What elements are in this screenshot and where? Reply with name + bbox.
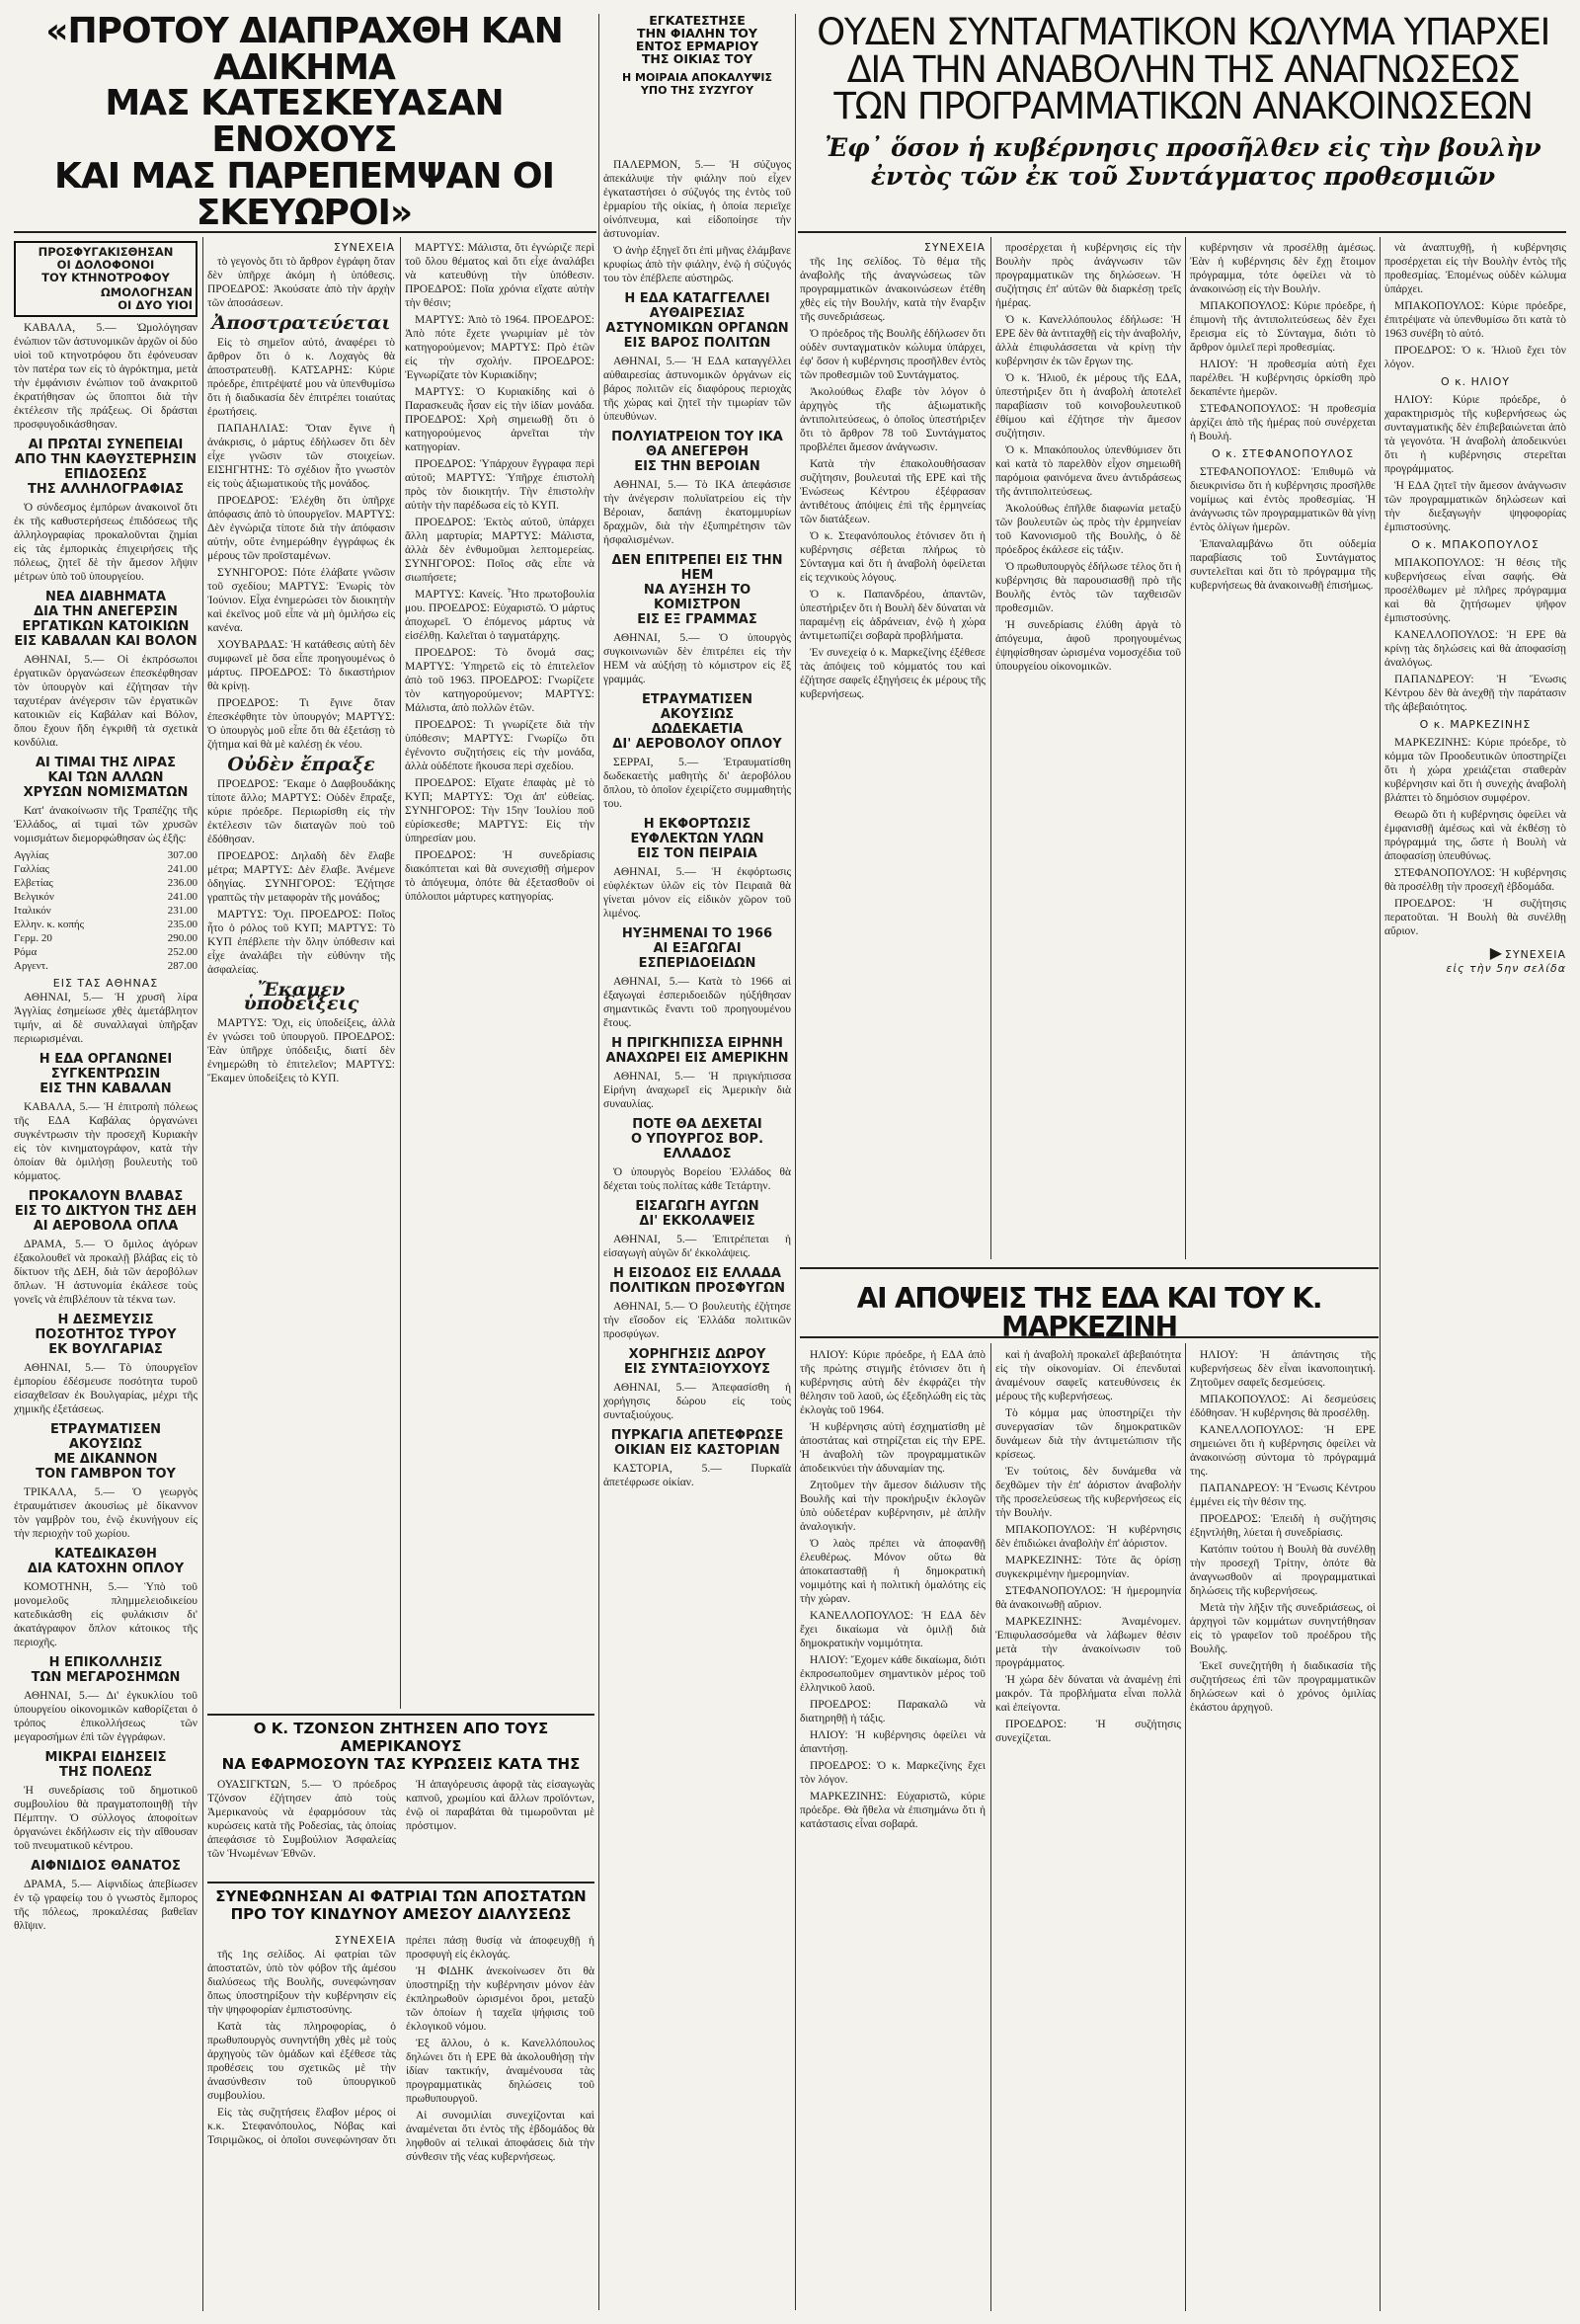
headline-rule: [798, 231, 1566, 233]
center-box-headline: [604, 14, 790, 152]
column-rule: [598, 14, 599, 2310]
column-5: ΣΥΝΕΧΕΙΑ τῆς 1ης σελίδος. Τὸ θέμα τῆς ἀναβολῆς τῆς ἀναγνώσεως τῶν προγραμματικῶν ἀνακοινώσεων ἐτέθη χθὲς εἰς τὴν Βουλήν, κατὰ τὴν ἔναρξιν τῆς συνεδριάσεως. Ὁ πρόεδρος τῆς Βουλῆς ἐδήλωσεν ὅτι οὐδὲν συνταγματικὸν κώλυμα ὑπάρχει, ἐφ' ὅσον ἡ κυβέρνησις προσῆλθεν ἐντὸς τῶν προθεσμιῶν τοῦ Συντάγματος. Ἀκολούθως ἔλαβε τὸν λόγον ὁ ἀρχηγὸς τῆς ἀξιωματικῆς ἀντιπολιτεύσεως, ὁ ὁποῖος ὑπεστήριξεν ὅτι τὸ ἄρθρον 78 τοῦ Συντάγματος προβλέπει ἄμεσον ἀνάγνωσιν. Κατὰ τὴν ἐπακολουθήσασαν συζήτησιν, βουλευταὶ τῆς ΕΡΕ καὶ τῆς Ἑνώσεως Κέντρου ἐξέφρασαν ἀντιθέτους ἀπόψεις ἐπὶ τῆς ἑρμηνείας τῶν διατάξεων. Ὁ κ. Στεφανόπουλος ἐτόνισεν ὅτι ἡ κυβέρνησις σέβεται πλήρως τὸ Σύνταγμα καὶ ὅτι ἡ ἀναβολὴ ὀφείλεται εἰς τεχνικοὺς λόγους. Ὁ κ. Παπανδρέου, ἀπαντῶν, ὑπεστήριξεν ὅτι ἡ Βουλὴ δὲν δύναται νὰ παραμένῃ εἰς ἀδράνειαν, ἐνῷ ἡ χώρα ἀντιμετωπίζει σοβαρὰ προβλήματα. Ἐν συνεχείᾳ ὁ κ. Μαρκεζίνης ἐξέθεσε τὰς ἀπόψεις τοῦ κόμματός του καὶ ἐζήτησε σαφεῖς ἐξηγήσεις ἐκ μέρους τῆς κυβερνήσεως.: [800, 241, 986, 700]
story-heading: ΕΙΣΑΓΩΓΗ ΑΥΓΩΝ ΔΙ' ΕΚΚΟΛΑΨΕΙΣ: [635, 1199, 759, 1229]
story-heading: ΠΡΟΚΑΛΟΥΝ ΒΛΑΒΑΣ ΕΙΣ ΤΟ ΔΙΚΤΥΟΝ ΤΗΣ ΔΕΗ ΑΙ ΑΕΡΟΒΟΛΑ ΟΠΛΑ: [14, 1189, 198, 1234]
column-7: κυβέρνησιν νὰ προσέλθῃ ἀμέσως. Ἐὰν ἡ κυβέρνησις δὲν ἔχῃ ἕτοιμον πρόγραμμα, τότε ὀφείλει νὰ τὸ ἀνακοινώσῃ εἰς τὴν Βουλήν. ΜΠΑΚΟΠΟΥΛΟΣ: Κύριε πρόεδρε, ἡ ἐπιμονὴ τῆς ἀντιπολιτεύσεως δὲν ἔχει ἔρεισμα εἰς τὸ Σύνταγμα, διότι τὸ ἄρθρον ὁμιλεῖ περὶ προθεσμίας. ΗΛΙΟΥ: Ἡ προθεσμία αὐτὴ ἔχει παρέλθει. Ἡ κυβέρνησις ὁρκίσθη πρὸ δεκαπέντε ἡμερῶν. ΣΤΕΦΑΝΟΠΟΥΛΟΣ: Ἡ προθεσμία ἀρχίζει ἀπὸ τῆς ἡμέρας ποὺ συνέρχεται ἡ Βουλή. Ο κ. ΣΤΕΦΑΝΟΠΟΥΛΟΣ ΣΤΕΦΑΝΟΠΟΥΛΟΣ: Ἐπιθυμῶ νὰ διευκρινίσω ὅτι ἡ κυβέρνησις προσῆλθε νομίμως καὶ ἐντὸς προθεσμίας. Ἡ ἀνάγνωσις τῶν προγραμματικῶν θὰ γίνῃ ἐντὸς ὀλίγων ἡμερῶν. Ἐπαναλαμβάνω ὅτι οὐδεμία παραβίασις τοῦ Συντάγματος συντελεῖται καὶ ὅτι τὸ πρόγραμμα τῆς κυβερνήσεως θὰ ἀνακοινωθῇ ἐπισήμως.: [1190, 242, 1376, 592]
speaker-signature: Ο κ. ΣΤΕΦΑΝΟΠΟΥΛΟΣ: [1211, 447, 1355, 460]
story-heading: Η ΕΔΑ ΚΑΤΑΓΓΕΛΛΕΙ ΑΥΘΑΙΡΕΣΙΑΣ ΑΣΤΥΝΟΜΙΚΩΝ ΟΡΓΑΝΩΝ ΕΙΣ ΒΑΡΟΣ ΠΟΛΙΤΩΝ: [605, 291, 789, 351]
continuation-label: ΣΥΝΕΧΕΙΑ: [334, 1934, 396, 1947]
center-box-sub-1: Η ΜΟΙΡΑΙΑ ΑΠΟΚΑΛΥΨΙΣ: [622, 71, 772, 84]
right-headline-line-1: ΟΥΔΕΝ ΣΥΝΤΑΓΜΑΤΙΚΟΝ ΚΩΛΥΜΑ ΥΠΑΡΧΕΙ: [817, 14, 1549, 53]
coin-price: 235.00: [167, 919, 198, 930]
continuation-label: ΣΥΝΕΧΕΙΑ: [333, 241, 395, 254]
price-row: [14, 876, 198, 890]
coin-name: Βελγικόν: [14, 891, 54, 903]
story-heading: Η ΔΕΣΜΕΥΣΙΣ ΠΟΣΟΤΗΤΟΣ ΤΥΡΟΥ ΕΚ ΒΟΥΛΓΑΡΙΑΣ: [35, 1313, 177, 1357]
story-heading: ΧΟΡΗΓΗΣΙΣ ΔΩΡΟΥ ΕΙΣ ΣΥΝΤΑΞΙΟΥΧΟΥΣ: [623, 1347, 771, 1377]
coin-price: 290.00: [167, 932, 198, 944]
speaker-signature: Ο κ. ΜΑΡΚΕΖΙΝΗΣ: [1419, 718, 1532, 731]
story-heading: ΑΙ ΠΡΩΤΑΙ ΣΥΝΕΠΕΙΑΙ ΑΠΟ ΤΗΝ ΚΑΘΥΣΤΕΡΗΣΙΝ ΕΠΙΔΟΣΕΩΣ ΤΗΣ ΑΛΛΗΛΟΓΡΑΦΙΑΣ: [15, 438, 197, 497]
column-8: νὰ ἀναπτυχθῇ, ἡ κυβέρνησις προσέρχεται εἰς τὴν Βουλὴν ἐντὸς τῆς προθεσμίας. Ἐπομένως οὐδὲν κώλυμα ὑπάρχει. ΜΠΑΚΟΠΟΥΛΟΣ: Κύριε πρόεδρε, ἐπιτρέψατε νὰ ὑπενθυμίσω ὅτι κατὰ τὸ 1963 συνέβη τὸ αὐτό. ΠΡΟΕΔΡΟΣ: Ὁ κ. Ἠλιοῦ ἔχει τὸν λόγον. Ο κ. ΗΛΙΟΥ ΗΛΙΟΥ: Κύριε πρόεδρε, ὁ χαρακτηρισμὸς τῆς κυβερνήσεως ὡς συνταγματικῆς δὲν ἐπιβεβαιώνεται ἀπὸ τὰ γεγονότα. Ἡ ἀναβολὴ ἀποδεικνύει ὅτι ἡ κυβέρνησις στερεῖται προγράμματος. Ἡ ΕΔΑ ζητεῖ τὴν ἄμεσον ἀνάγνωσιν τῶν προγραμματικῶν δηλώσεων καὶ τὴν διεξαγωγὴν ψηφοφορίας ἐμπιστοσύνης. Ο κ. ΜΠΑΚΟΠΟΥΛΟΣ ΜΠΑΚΟΠΟΥΛΟΣ: Ἡ θέσις τῆς κυβερνήσεως εἶναι σαφής. Θὰ προσέλθωμεν μὲ πλῆρες πρόγραμμα καὶ θὰ ζητήσωμεν ψῆφον ἐμπιστοσύνης. ΚΑΝΕΛΛΟΠΟΥΛΟΣ: Ἡ ΕΡΕ θὰ κρίνῃ τὰς δηλώσεις καὶ θὰ ἀποφασίσῃ ἀναλόγως. ΠΑΠΑΝΔΡΕΟΥ: Ἡ Ἕνωσις Κέντρου δὲν θὰ ἀνεχθῇ τὴν παράτασιν τῆς ἀβεβαιότητος. Ο κ. ΜΑΡΚΕΖΙΝΗΣ ΜΑΡΚΕΖΙΝΗΣ: Κύριε πρόεδρε, τὸ κόμμα τῶν Προοδευτικῶν ὑποστηρίζει ὅτι ἡ χώρα χρειάζεται σταθερὰν κυβέρνησιν καὶ ὅτι ἡ συνεχὴς ἀναβολὴ βλάπτει τὸ δημόσιον συμφέρον. Θεωρῶ ὅτι ἡ κυβέρνησις ὀφείλει νὰ ἐμφανισθῇ ἀμέσως καὶ νὰ ἐκθέσῃ τὸ πρόγραμμά της, ὥστε ἡ Βουλὴ νὰ ἀποφασίσῃ ὑπευθύνως. ΣΤΕΦΑΝΟΠΟΥΛΟΣ: Ἡ κυβέρνησις θὰ προσέλθῃ τὴν προσεχῆ ἑβδομάδα. ΠΡΟΕΔΡΟΣ: Ἡ συζήτησις περατοῦται. Ἡ Βουλὴ θὰ συνέλθῃ αὔριον. ▶ ΣΥΝΕΧΕΙΑ εἰς τὴν 5ην σελίδα: [1384, 242, 1566, 975]
left-headline-line-1: «ΠΡΟΤΟΥ ΔΙΑΠΡΑΧΘΗ ΚΑΝ ΑΔΙΚΗΜΑ: [45, 14, 563, 88]
story-heading: Η ΠΡΙΓΚΗΠΙΣΣΑ ΕΙΡΗΝΗ ΑΝΑΧΩΡΕΙ ΕΙΣ ΑΜΕΡΙΚΗΝ: [605, 1036, 789, 1066]
column-rule: [202, 237, 203, 2311]
story-heading: ΩΜΟΛΟΓΗΣΑΝ: [100, 285, 193, 299]
coin-name: Αργεντ.: [14, 960, 48, 972]
story-heading: ΠΟΤΕ ΘΑ ΔΕΧΕΤΑΙ Ο ΥΠΟΥΡΓΟΣ ΒΟΡ. ΕΛΛΑΔΟΣ: [630, 1117, 764, 1162]
arrow-icon: ▶: [1489, 943, 1503, 962]
story-heading: ΠΥΡΚΑΓΙΑ ΑΠΕΤΕΦΡΩΣΕ ΟΙΚΙΑΝ ΕΙΣ ΚΑΣΤΟΡΙΑΝ: [610, 1428, 784, 1458]
right-headline-block: [800, 14, 1566, 226]
coin-name: Αγγλίας: [14, 849, 49, 861]
story-box: [14, 241, 198, 317]
coin-price: 252.00: [167, 946, 198, 958]
column-11: ΗΛΙΟΥ: Ἡ ἀπάντησις τῆς κυβερνήσεως δὲν εἶναι ἱκανοποιητική. Ζητοῦμεν σαφεῖς δεσμεύσεις. ΜΠΑΚΟΠΟΥΛΟΣ: Αἱ δεσμεύσεις ἐδόθησαν. Ἡ κυβέρνησις θὰ προσέλθῃ. ΚΑΝΕΛΛΟΠΟΥΛΟΣ: Ἡ ΕΡΕ σημειώνει ὅτι ἡ κυβέρνησις ὀφείλει νὰ ἀνακοινώσῃ σύντομα τὸ πρόγραμμά της. ΠΑΠΑΝΔΡΕΟΥ: Ἡ Ἕνωσις Κέντρου ἐμμένει εἰς τὴν θέσιν της. ΠΡΟΕΔΡΟΣ: Ἐπειδὴ ἡ συζήτησις ἐξηντλήθη, λύεται ἡ συνεδρίασις. Κατόπιν τούτου ἡ Βουλὴ θὰ συνέλθῃ τὴν προσεχῆ Τρίτην, ὁπότε θὰ ἀναγνωσθοῦν αἱ προγραμματικαὶ δηλώσεις τῆς κυβερνήσεως. Μετὰ τὴν λῆξιν τῆς συνεδριάσεως, οἱ ἀρχηγοὶ τῶν κομμάτων συνηντήθησαν εἰς τὸ γραφεῖον τοῦ προέδρου τῆς Βουλῆς. Ἐκεῖ συνεζητήθη ἡ διαδικασία τῆς συζητήσεως ἐπὶ τῶν προγραμματικῶν δηλώσεων καὶ ὁ χρόνος ὁμιλίας ἑκάστου ἀρχηγοῦ.: [1190, 1349, 1376, 1714]
price-row: [14, 959, 198, 973]
left-headline-line-2: ΜΑΣ ΚΑΤΕΣΚΕΥΑΣΑΝ ΕΝΟΧΟΥΣ: [105, 83, 504, 161]
column-rule: [990, 1343, 991, 2311]
center-box-sub-2: ΥΠΟ ΤΗΣ ΣΥΖΥΓΟΥ: [640, 84, 754, 97]
coin-name: Ελλην. κ. κοπής: [14, 919, 85, 930]
section-heading: Ἔκαμεν ὑποδείξεις: [243, 979, 359, 1014]
story-heading: ΠΡΟΣΦΥΓΑΚΙΣΘΗΣΑΝ: [38, 245, 174, 259]
markezinis-headline: ΑΙ ΑΠΟΨΕΙΣ ΤΗΣ ΕΔΑ ΚΑΙ ΤΟΥ Κ. ΜΑΡΚΕΖΙΝΗ: [856, 1282, 1322, 1338]
center-box-line-2: ΤΗΝ ΦΙΑΛΗΝ ΤΟΥ: [637, 26, 757, 40]
coin-name: Γερμ. 20: [14, 932, 52, 944]
story-heading: Η ΕΠΙΚΟΛΛΗΣΙΣ ΤΩΝ ΜΕΓΑΡΟΣΗΜΩΝ: [31, 1655, 181, 1685]
coin-name: Ιταλικόν: [14, 905, 51, 917]
footer-continuation: [1384, 943, 1566, 976]
column-rule: [1185, 237, 1186, 1259]
coin-price: 236.00: [167, 877, 198, 889]
column-1: ΠΡΟΣΦΥΓΑΚΙΣΘΗΣΑΝ ΟΙ ΔΟΛΟΦΟΝΟΙ ΤΟΥ ΚΤΗΝΟΤΡΟΦΟΥ ΩΜΟΛΟΓΗΣΑΝ ΟΙ ΔΥΟ ΥΙΟΙ ΚΑΒΑΛΑ, 5.— Ὡμολόγησαν ἐνώπιον τῶν ἀστυνομικῶν ἀρχῶν οἱ δύο υἱοὶ τοῦ κτηνοτρόφου ὅτι ἐφόνευσαν τὸν πατέρα των εἰς τὸ ἀγρόκτημα, μετὰ τὴν ἐμφάνισιν ἐνώπιον τοῦ ἀνακριτοῦ ἐκρατήθησαν ὡς ὕποπτοι διὰ τὴν ἐκτέλεσιν τῆς πράξεως. Οἱ δράσται προσφυγοδικάσθησαν. ΑΙ ΠΡΩΤΑΙ ΣΥΝΕΠΕΙΑΙ ΑΠΟ ΤΗΝ ΚΑΘΥΣΤΕΡΗΣΙΝ ΕΠΙΔΟΣΕΩΣ ΤΗΣ ΑΛΛΗΛΟΓΡΑΦΙΑΣ Ὁ σύνδεσμος ἐμπόρων ἀνακοινοῖ ὅτι ἐκ τῆς καθυστερήσεως ἐπιδόσεως τῆς ἀλληλογραφίας προκαλοῦνται ζημίαι εἰς τὰς ἐμπορικὰς ἐπιχειρήσεις τῆς πόλεως, ζητεῖ δὲ τὴν ἄμεσον λῆψιν μέτρων ὑπὸ τοῦ ὑπουργείου. ΝΕΑ ΔΙΑΒΗΜΑΤΑ ΔΙΑ ΤΗΝ ΑΝΕΓΕΡΣΙΝ ΕΡΓΑΤΙΚΩΝ ΚΑΤΟΙΚΙΩΝ ΕΙΣ ΚΑΒΑΛΑΝ ΚΑΙ ΒΟΛΟΝ ΑΘΗΝΑΙ, 5.— Οἱ ἐκπρόσωποι ἐργατικῶν ὀργανώσεων ἐπεσκέφθησαν τὸν ὑπουργὸν καὶ ἐζήτησαν τὴν ταχυτέραν ἀνέγερσιν τῶν ἐργατικῶν κατοικιῶν εἰς Καβάλαν καὶ Βόλον, ὅπου ἔχουν ἤδη ἐγκριθῆ τὰ σχετικὰ κονδύλια. ΑΙ ΤΙΜΑΙ ΤΗΣ ΛΙΡΑΣ ΚΑΙ ΤΩΝ ΑΛΛΩΝ ΧΡΥΣΩΝ ΝΟΜΙΣΜΑΤΩΝ Κατ' ἀνακοίνωσιν τῆς Τραπέζης τῆς Ἑλλάδος, αἱ τιμαὶ τῶν χρυσῶν νομισμάτων διεμορφώθησαν ὡς ἑξῆς: Αγγλίας 307.00 Γαλλίας 241.00 Ελβετίας 236.00 Βελγικόν 241.00 Ιταλικόν 231.00 Ελλην. κ. κοπής 235.00 Γερμ. 20 290.00 Ρόμα 252.00 Αργεντ. 287.00 ΕΙΣ ΤΑΣ ΑΘΗΝΑΣ ΑΘΗΝΑΙ, 5.— Ἡ χρυσῆ λίρα Ἀγγλίας ἐσημείωσε χθὲς ἀμετάβλητον τιμήν, αἱ δὲ συναλλαγαὶ ὑπῆρξαν περιωρισμέναι. Η ΕΔΑ ΟΡΓΑΝΩΝΕΙ ΣΥΓΚΕΝΤΡΩΣΙΝ ΕΙΣ ΤΗΝ ΚΑΒΑΛΑΝ ΚΑΒΑΛΑ, 5.— Ἡ ἐπιτροπὴ πόλεως τῆς ΕΔΑ Καβάλας ὀργανώνει συγκέντρωσιν τὴν προσεχῆ Κυριακὴν εἰς τὸν κινηματογράφον, κατὰ τὴν ὁποίαν θὰ ὁμιλήσῃ βουλευτὴς τοῦ κόμματος. ΠΡΟΚΑΛΟΥΝ ΒΛΑΒΑΣ ΕΙΣ ΤΟ ΔΙΚΤΥΟΝ ΤΗΣ ΔΕΗ ΑΙ ΑΕΡΟΒΟΛΑ ΟΠΛΑ ΔΡΑΜΑ, 5.— Ὁ ὅμιλος ἀγόρων ἐξακολουθεῖ νὰ προκαλῇ βλάβας εἰς τὸ δίκτυον τῆς ΔΕΗ, διὰ τῶν ἀεροβόλων ὅπλων. Ἡ ἀστυνομία ἐκάλεσε τοὺς γονεῖς νὰ ἐπιβλέπουν τὰ τέκνα των. Η ΔΕΣΜΕΥΣΙΣ ΠΟΣΟΤΗΤΟΣ ΤΥΡΟΥ ΕΚ ΒΟΥΛΓΑΡΙΑΣ ΑΘΗΝΑΙ, 5.— Τὸ ὑπουργεῖον ἐμπορίου ἐδέσμευσε ποσότητα τυροῦ εἰσαχθεῖσαν ἐκ Βουλγαρίας, μέχρι τῆς χημικῆς ἐξετάσεως. ΕΤΡΑΥΜΑΤΙΣΕΝ ΑΚΟΥΣΙΩΣ ΜΕ ΔΙΚΑΝΝΟΝ ΤΟΝ ΓΑΜΒΡΟΝ ΤΟΥ ΤΡΙΚΑΛΑ, 5.— Ὁ γεωργὸς ἐτραυμάτισεν ἀκουσίως μὲ δίκαννον τὸν γαμβρὸν του, ἐνῷ ἐκυνήγουν εἰς τὴν περιοχὴν τοῦ χωρίου. ΚΑΤΕΔΙΚΑΣΘΗ ΔΙΑ ΚΑΤΟΧΗΝ ΟΠΛΟΥ ΚΟΜΟΤΗΝΗ, 5.— Ὑπὸ τοῦ μονομελοῦς πλημμελειοδικείου κατεδικάσθη εἰς φυλάκισιν δι' ἀκατάγραφον ὅπλον κάτοικος τῆς περιοχῆς. Η ΕΠΙΚΟΛΛΗΣΙΣ ΤΩΝ ΜΕΓΑΡΟΣΗΜΩΝ ΑΘΗΝΑΙ, 5.— Δι' ἐγκυκλίου τοῦ ὑπουργείου οἰκονομικῶν καθορίζεται ὁ τρόπος ἐπικολλήσεως τῶν μεγαροσήμων ἐπὶ τῶν ἐγγράφων. ΜΙΚΡΑΙ ΕΙΔΗΣΕΙΣ ΤΗΣ ΠΟΛΕΩΣ Ἡ συνεδρίασις τοῦ δημοτικοῦ συμβουλίου θὰ πραγματοποιηθῇ τὴν Πέμπτην. Ὁ σύλλογος ἀποφοίτων ὀργανώνει ἐκδήλωσιν εἰς τὴν αἴθουσαν τοῦ πνευματικοῦ κέντρου. ΑΙΦΝΙΔΙΟΣ ΘΑΝΑΤΟΣ ΔΡΑΜΑ, 5.— Αἰφνιδίως ἀπεβίωσεν ἐν τῷ γραφείῳ του ὁ γνωστὸς ἔμπορος τῆς πόλεως, προκαλέσας βαθεῖαν θλῖψιν.: [14, 241, 198, 2310]
coin-name: Ρόμα: [14, 946, 38, 958]
right-headline-line-3: ΤΩΝ ΠΡΟΓΡΑΜΜΑΤΙΚΩΝ ΑΝΑΚΟΙΝΩΣΕΩΝ: [833, 85, 1533, 128]
right-headline-line-2: ΔΙΑ ΤΗΝ ΑΝΑΒΟΛΗΝ ΤΗΣ ΑΝΑΓΝΩΣΕΩΣ: [846, 47, 1520, 91]
story-heading: ΑΙ ΤΙΜΑΙ ΤΗΣ ΛΙΡΑΣ ΚΑΙ ΤΩΝ ΑΛΛΩΝ ΧΡΥΣΩΝ ΝΟΜΙΣΜΑΤΩΝ: [23, 756, 189, 800]
tzonson-headline-line-2: ΝΑ ΕΦΑΡΜΟΣΟΥΝ ΤΑΣ ΚΥΡΩΣΕΙΣ ΚΑΤΑ ΤΗΣ: [221, 1755, 581, 1773]
continuation-label: ΣΥΝΕΧΕΙΑ: [923, 241, 986, 254]
gold-price-table: [14, 848, 198, 973]
coin-price: 307.00: [167, 849, 198, 861]
price-row: [14, 862, 198, 876]
column-4: ΠΑΛΕΡΜΟΝ, 5.— Ἡ σύζυγος ἀπεκάλυψε τὴν φιάλην ποὺ εἶχεν ἐγκαταστήσει ὁ σύζυγός της ἐντὸς τοῦ ἑρμαρίου τῆς οἰκίας, ἡ ὁποία περιεῖχε οἰνόπνευμα, καὶ εἰδοποίησε τὴν ἀστυνομίαν. Ὁ ἀνὴρ ἐξηγεῖ ὅτι ἐπὶ μῆνας ἐλάμβανε κρυφίως ἀπὸ τὴν φιάλην, ἐνῷ ἡ σύζυγός του τὸν ἐπέβλεπε αὐστηρῶς. Η ΕΔΑ ΚΑΤΑΓΓΕΛΛΕΙ ΑΥΘΑΙΡΕΣΙΑΣ ΑΣΤΥΝΟΜΙΚΩΝ ΟΡΓΑΝΩΝ ΕΙΣ ΒΑΡΟΣ ΠΟΛΙΤΩΝ ΑΘΗΝΑΙ, 5.— Ἡ ΕΔΑ καταγγέλλει αὐθαιρεσίας ἀστυνομικῶν ὀργάνων εἰς βάρος πολιτῶν εἰς διαφόρους περιοχὰς τῆς χώρας καὶ ζητεῖ τὴν τιμωρίαν τῶν ὑπευθύνων. ΠΟΛΥΙΑΤΡΕΙΟΝ ΤΟΥ ΙΚΑ ΘΑ ΑΝΕΓΕΡΘΗ ΕΙΣ ΤΗΝ ΒΕΡΟΙΑΝ ΑΘΗΝΑΙ, 5.— Τὸ ΙΚΑ ἀπεφάσισε τὴν ἀνέγερσιν πολυϊατρείου εἰς τὴν Βέροιαν, δαπάνῃ ἑκατομμυρίων δραχμῶν, διὰ τὴν ἐξυπηρέτησιν τῶν ἠσφαλισμένων. ΔΕΝ ΕΠΙΤΡΕΠΕΙ ΕΙΣ ΤΗΝ ΗΕΜ ΝΑ ΑΥΞΗΣΗ ΤΟ ΚΟΜΙΣΤΡΟΝ ΕΙΣ ΕΞ ΓΡΑΜΜΑΣ ΑΘΗΝΑΙ, 5.— Ὁ ὑπουργὸς συγκοινωνιῶν δὲν ἐπιτρέπει εἰς τὴν ΗΕΜ νὰ αὐξήσῃ τὸ κόμιστρον εἰς ἓξ γραμμάς. ΕΤΡΑΥΜΑΤΙΣΕΝ ΑΚΟΥΣΙΩΣ ΔΩΔΕΚΑΕΤΙΑ ΔΙ' ΑΕΡΟΒΟΛΟΥ ΟΠΛΟΥ ΣΕΡΡΑΙ, 5.— Ἐτραυματίσθη δωδεκαετὴς μαθητὴς δι' ἀεροβόλου ὅπλου, τὸ ὁποῖον ἐχειρίζετο συμμαθητής του. Η ΕΚΦΟΡΤΩΣΙΣ ΕΥΦΛΕΚΤΩΝ ΥΛΩΝ ΕΙΣ ΤΟΝ ΠΕΙΡΑΙΑ ΑΘΗΝΑΙ, 5.— Ἡ ἐκφόρτωσις εὐφλέκτων ὑλῶν εἰς τὸν Πειραιᾶ θὰ γίνεται μόνον εἰς εἰδικὸν χῶρον τοῦ λιμένος. ΗΥΞΗΜΕΝΑΙ ΤΟ 1966 ΑΙ ΕΞΑΓΩΓΑΙ ΕΣΠΕΡΙΔΟΕΙΔΩΝ ΑΘΗΝΑΙ, 5.— Κατὰ τὸ 1966 αἱ ἐξαγωγαὶ ἐσπεριδοειδῶν ηὐξήθησαν σημαντικῶς ἔναντι τοῦ προηγουμένου ἔτους. Η ΠΡΙΓΚΗΠΙΣΣΑ ΕΙΡΗΝΗ ΑΝΑΧΩΡΕΙ ΕΙΣ ΑΜΕΡΙΚΗΝ ΑΘΗΝΑΙ, 5.— Ἡ πριγκήπισσα Εἰρήνη ἀναχωρεῖ εἰς Ἀμερικὴν διὰ συναυλίας. ΠΟΤΕ ΘΑ ΔΕΧΕΤΑΙ Ο ΥΠΟΥΡΓΟΣ ΒΟΡ. ΕΛΛΑΔΟΣ Ὁ ὑπουργὸς Βορείου Ἑλλάδος θὰ δέχεται τοὺς πολίτας κάθε Τετάρτην. ΕΙΣΑΓΩΓΗ ΑΥΓΩΝ ΔΙ' ΕΚΚΟΛΑΨΕΙΣ ΑΘΗΝΑΙ, 5.— Ἐπιτρέπεται ἡ εἰσαγωγὴ αὐγῶν δι' ἐκκολάψεις. Η ΕΙΣΟΔΟΣ ΕΙΣ ΕΛΛΑΔΑ ΠΟΛΙΤΙΚΩΝ ΠΡΟΣΦΥΓΩΝ ΑΘΗΝΑΙ, 5.— Ὁ βουλευτὴς ἐζήτησε τὴν εἴσοδον εἰς Ἑλλάδα πολιτικῶν προσφύγων. ΧΟΡΗΓΗΣΙΣ ΔΩΡΟΥ ΕΙΣ ΣΥΝΤΑΞΙΟΥΧΟΥΣ ΑΘΗΝΑΙ, 5.— Ἀπεφασίσθη ἡ χορήγησις δώρου εἰς τοὺς συνταξιούχους. ΠΥΡΚΑΓΙΑ ΑΠΕΤΕΦΡΩΣΕ ΟΙΚΙΑΝ ΕΙΣ ΚΑΣΤΟΡΙΑΝ ΚΑΣΤΟΡΙΑ, 5.— Πυρκαϊὰ ἀπετέφρωσε οἰκίαν.: [603, 159, 791, 1488]
story-heading: ΕΤΡΑΥΜΑΤΙΣΕΝ ΑΚΟΥΣΙΩΣ ΜΕ ΔΙΚΑΝΝΟΝ ΤΟΝ ΓΑΜΒΡΟΝ ΤΟΥ: [36, 1422, 176, 1482]
continuation-sub: εἰς τὴν 5ην σελίδα: [1446, 962, 1566, 975]
section-heading: Ἀποστρατεύεται: [211, 312, 391, 334]
story-heading: ΑΙΦΝΙΔΙΟΣ ΘΑΝΑΤΟΣ: [31, 1859, 181, 1874]
price-row: [14, 904, 198, 918]
column-9: ΗΛΙΟΥ: Κύριε πρόεδρε, ἡ ΕΔΑ ἀπὸ τῆς πρώτης στιγμῆς ἐτόνισεν ὅτι ἡ κυβέρνησις αὐτὴ δὲν ἐκφράζει τὴν θέλησιν τοῦ λαοῦ, ὡς ἐξεδηλώθη εἰς τὰς ἐκλογὰς τοῦ 1964. Ἡ κυβέρνησις αὐτὴ ἐσχηματίσθη μὲ ἀποστάτας καὶ στηρίζεται εἰς τὴν ΕΡΕ. Ἡ ἀναβολὴ τῶν προγραμματικῶν ἀποδεικνύει τὴν ἀδυναμίαν της. Ζητοῦμεν τὴν ἄμεσον διάλυσιν τῆς Βουλῆς καὶ τὴν προκήρυξιν ἐκλογῶν ὑπὸ οὐδετέραν κυβέρνησιν, μὲ ἁπλῆν ἀναλογικήν. Ὁ λαὸς πρέπει νὰ ἀποφανθῇ ἐλευθέρως. Μόνον οὕτω θὰ ἀποκατασταθῇ ἡ δημοκρατικὴ νομιμότης καὶ ἡ πολιτικὴ ὁμαλότης εἰς τὴν χώραν. ΚΑΝΕΛΛΟΠΟΥΛΟΣ: Ἡ ΕΔΑ δὲν ἔχει δικαίωμα νὰ ὁμιλῇ διὰ δημοκρατικὴν νομιμότητα. ΗΛΙΟΥ: Ἔχομεν κάθε δικαίωμα, διότι ἐκπροσωποῦμεν σημαντικὸν μέρος τοῦ ἑλληνικοῦ λαοῦ. ΠΡΟΕΔΡΟΣ: Παρακαλῶ νὰ διατηρηθῇ ἡ τάξις. ΗΛΙΟΥ: Ἡ κυβέρνησις ὀφείλει νὰ ἀπαντήσῃ. ΠΡΟΕΔΡΟΣ: Ὁ κ. Μαρκεζίνης ἔχει τὸν λόγον. ΜΑΡΚΕΖΙΝΗΣ: Εὐχαριστῶ, κύριε πρόεδρε. Θὰ ἤθελα νὰ ἐπισημάνω ὅτι ἡ κατάστασις εἶναι σοβαρά.: [800, 1349, 986, 1830]
coin-name: Γαλλίας: [14, 863, 49, 875]
speaker-signature: Ο κ. ΜΠΑΚΟΠΟΥΛΟΣ: [1411, 538, 1540, 551]
story-heading: ΠΟΛΥΙΑΤΡΕΙΟΝ ΤΟΥ ΙΚΑ ΘΑ ΑΝΕΓΕΡΘΗ ΕΙΣ ΤΗΝ ΒΕΡΟΙΑΝ: [611, 430, 783, 474]
column-6: προσέρχεται ἡ κυβέρνησις εἰς τὴν Βουλὴν πρὸς ἀνάγνωσιν τῶν προγραμματικῶν της δηλώσεων. Ἡ συζήτησις ἐπ' αὐτῶν θὰ διαρκέσῃ τρεῖς ἡμέρας. Ὁ κ. Κανελλόπουλος ἐδήλωσε: Ἡ ΕΡΕ δὲν θὰ ἀντιταχθῇ εἰς τὴν ἀναβολήν, ἀλλὰ ἐπιφυλάσσεται νὰ κρίνῃ τὴν κυβέρνησιν ἐκ τῶν ἔργων της. Ὁ κ. Ἠλιοῦ, ἐκ μέρους τῆς ΕΔΑ, ὑπεστήριξεν ὅτι ἡ ἀναβολὴ ἀποτελεῖ παραβίασιν τοῦ κοινοβουλευτικοῦ ἐθίμου καὶ ἐζήτησε τὴν ἄμεσον συζήτησιν. Ὁ κ. Μπακόπουλος ὑπενθύμισεν ὅτι καὶ κατὰ τὸ παρελθὸν εἶχον σημειωθῆ παρόμοια φαινόμενα ἄνευ ἀντιδράσεως τῆς ἀντιπολιτεύσεως. Ἀκολούθως ἐπῆλθε διαφωνία μεταξὺ τῶν βουλευτῶν ὡς πρὸς τὴν ἑρμηνείαν τοῦ Κανονισμοῦ τῆς Βουλῆς, ὁ δὲ πρόεδρος ἐκάλεσε εἰς τάξιν. Ὁ πρωθυπουργὸς ἐδήλωσε τέλος ὅτι ἡ κυβέρνησις θὰ παρουσιασθῇ πρὸ τῆς Βουλῆς ἐντὸς τῶν ταχθεισῶν προθεσμιῶν. Ἡ συνεδρίασις ἐλύθη ἀργὰ τὸ ἀπόγευμα, ἀφοῦ προηγουμένως ἐψηφίσθησαν ὡρισμένα νομοσχέδια τοῦ ὑπουργείου οἰκονομικῶν.: [995, 242, 1181, 673]
column-10: καὶ ἡ ἀναβολὴ προκαλεῖ ἀβεβαιότητα εἰς τὴν οἰκονομίαν. Οἱ ἐπενδυταὶ ἀναμένουν σαφεῖς κατευθύνσεις ἐκ μέρους τῆς κυβερνήσεως. Τὸ κόμμα μας ὑποστηρίζει τὴν συνεργασίαν τῶν δημοκρατικῶν δυνάμεων διὰ τὴν ἀντιμετώπισιν τῆς κρίσεως. Ἐν τούτοις, δὲν δυνάμεθα νὰ δεχθῶμεν τὴν ἐπ' ἀόριστον ἀναβολὴν τῆς προσελεύσεως τῆς κυβερνήσεως εἰς τὴν Βουλήν. ΜΠΑΚΟΠΟΥΛΟΣ: Ἡ κυβέρνησις δὲν ἐπιδιώκει ἀναβολὴν ἐπ' ἀόριστον. ΜΑΡΚΕΖΙΝΗΣ: Τότε ἂς ὁρίσῃ συγκεκριμένην ἡμερομηνίαν. ΣΤΕΦΑΝΟΠΟΥΛΟΣ: Ἡ ἡμερομηνία θὰ ἀνακοινωθῇ αὔριον. ΜΑΡΚΕΖΙΝΗΣ: Ἀναμένομεν. Ἐπιφυλασσόμεθα νὰ λάβωμεν θέσιν μετὰ τὴν ἀνακοίνωσιν τοῦ προγράμματος. Ἡ χώρα δὲν δύναται νὰ ἀναμένῃ ἐπὶ μακρόν. Τὰ προβλήματα εἶναι πολλὰ καὶ ἐπείγοντα. ΠΡΟΕΔΡΟΣ: Ἡ συζήτησις συνεχίζεται.: [995, 1349, 1181, 1744]
tzonson-story: ΟΥΑΣΙΓΚΤΩΝ, 5.— Ὁ πρόεδρος Τζόνσον ἐζήτησεν ἀπὸ τοὺς Ἀμερικανοὺς νὰ ἐφαρμόσουν τὰς κυρώσεις κατὰ τῆς Ροδεσίας, τὰς ὁποίας ἀπεφάσισε τὸ Συμβούλιον Ἀσφαλείας τῶν Ἡνωμένων Ἐθνῶν. Ἡ ἀπαγόρευσις ἀφορᾷ τὰς εἰσαγωγὰς καπνοῦ, χρωμίου καὶ ἄλλων προϊόντων, ἐνῷ οἱ παραβάται θὰ τιμωροῦνται μὲ πρόστιμον.: [207, 1779, 594, 1860]
column-3: ΜΑΡΤΥΣ: Μάλιστα, ὅτι ἐγνώριζε περὶ τοῦ ὅλου θέματος καὶ ὅτι εἶχε ἀναλάβει νὰ κατευθύνῃ τὴν ὑπόθεσιν. ΠΡΟΕΔΡΟΣ: Ποῖα χρόνια εἴχατε αὐτὴν τὴν θέσιν; ΜΑΡΤΥΣ: Ἀπὸ τὸ 1964. ΠΡΟΕΔΡΟΣ: Ἀπὸ πότε ἔχετε γνωριμίαν μὲ τὸν κατηγορούμενον; ΜΑΡΤΥΣ: Πρὸ ἐτῶν εἰς τὴν σχολήν. ΠΡΟΕΔΡΟΣ: Ἐγνωρίζατε τὸν Κυριακίδην; ΜΑΡΤΥΣ: Ὁ Κυριακίδης καὶ ὁ Παρασκευᾶς ἦσαν εἰς τὴν ἰδίαν μονάδα. ΠΡΟΕΔΡΟΣ: Χρὴ σημειωθῇ ὅτι ὁ κατηγορούμενος ἀρνεῖται τὴν κατηγορίαν. ΠΡΟΕΔΡΟΣ: Ὑπάρχουν ἔγγραφα περὶ αὐτοῦ; ΜΑΡΤΥΣ: Ὑπῆρχε ἐπιστολὴ πρὸς τὸν διοικητήν. Τὴν ἐπιστολὴν αὐτὴν τὴν παρέδωσα εἰς τὸ ΚΥΠ. ΠΡΟΕΔΡΟΣ: Ἐκτὸς αὐτοῦ, ὑπάρχει ἄλλη μαρτυρία; ΜΑΡΤΥΣ: Μάλιστα, ἀλλὰ δὲν ἐνθυμοῦμαι λεπτομερείας. ΣΥΝΗΓΟΡΟΣ: Ποῖος σᾶς εἶπε νὰ σιωπήσετε; ΜΑΡΤΥΣ: Κανείς. Ἦτο πρωτοβουλία μου. ΠΡΟΕΔΡΟΣ: Εὐχαριστῶ. Ὁ μάρτυς ἀποχωρεῖ. Ὁ ἐπόμενος μάρτυς νὰ εἰσέλθῃ. Καλεῖται ὁ ταγματάρχης. ΠΡΟΕΔΡΟΣ: Τὸ ὄνομά σας; ΜΑΡΤΥΣ: Ὑπηρετῶ εἰς τὸ ἐπιτελεῖον ἀπὸ τοῦ 1963. ΠΡΟΕΔΡΟΣ: Γνωρίζετε τὸν κατηγορούμενον; ΜΑΡΤΥΣ: Μάλιστα, ἀπὸ πολλῶν ἐτῶν. ΠΡΟΕΔΡΟΣ: Τι γνωρίζετε διὰ τὴν ὑπόθεσιν; ΜΑΡΤΥΣ: Γνωρίζω ὅτι ἐγένοντο συζητήσεις εἰς τὴν μονάδα, ἀλλὰ οὐδέποτε ἤκουσα περὶ σχεδίου. ΠΡΟΕΔΡΟΣ: Εἴχατε ἐπαφὰς μὲ τὸ ΚΥΠ; ΜΑΡΤΥΣ: Ὄχι ἀπ' εὐθείας. ΣΥΝΗΓΟΡΟΣ: Τὴν 15ην Ἰουλίου ποῦ εὑρίσκεσθε; ΜΑΡΤΥΣ: Εἰς τὴν ὑπηρεσίαν μου. ΠΡΟΕΔΡΟΣ: Ἡ συνεδρίασις διακόπτεται καὶ θὰ συνεχισθῇ σήμερον τὸ ἀπόγευμα, ὁπότε θὰ ἐξετασθοῦν οἱ ὑπόλοιποι μάρτυρες κατηγορίας.: [405, 242, 594, 903]
column-rule: [795, 14, 796, 2310]
coin-price: 287.00: [167, 960, 198, 972]
story-heading: ΗΥΞΗΜΕΝΑΙ ΤΟ 1966 ΑΙ ΕΞΑΓΩΓΑΙ ΕΣΠΕΡΙΔΟΕΙΔΩΝ: [621, 926, 773, 971]
center-box-line-1: ΕΓΚΑΤΕΣΤΗΣΕ: [649, 14, 746, 28]
center-box-line-3: ΕΝΤΟΣ ΕΡΜΑΡΙΟΥ: [635, 39, 759, 53]
tzonson-headline-line-1: Ο Κ. ΤΖΟΝΣΟΝ ΖΗΤΗΣΕΝ ΑΠΟ ΤΟΥΣ ΑΜΕΡΙΚΑΝΟΥΣ: [253, 1720, 549, 1755]
speaker-signature: Ο κ. ΗΛΙΟΥ: [1440, 375, 1511, 388]
left-headline-line-3: ΚΑΙ ΜΑΣ ΠΑΡΕΠΕΜΨΑΝ ΟΙ ΣΚΕΥΩΡΟΙ»: [53, 155, 555, 231]
left-headline-block: [14, 14, 594, 231]
column-rule: [990, 237, 991, 1259]
story-heading: ΔΕΝ ΕΠΙΤΡΕΠΕΙ ΕΙΣ ΤΗΝ ΗΕΜ ΝΑ ΑΥΞΗΣΗ ΤΟ ΚΟΜΙΣΤΡΟΝ ΕΙΣ ΕΞ ΓΡΑΜΜΑΣ: [611, 553, 783, 627]
story-heading: ΤΟΥ ΚΤΗΝΟΤΡΟΦΟΥ: [41, 271, 170, 284]
coin-name: Ελβετίας: [14, 877, 53, 889]
price-row: [14, 931, 198, 945]
coin-price: 241.00: [167, 891, 198, 903]
price-row: [14, 918, 198, 931]
price-row: [14, 890, 198, 904]
headline-rule: [14, 231, 596, 233]
markezinis-headline-block: [800, 1267, 1379, 1338]
center-box-line-4: ΤΗΣ ΟΙΚΙΑΣ ΤΟΥ: [641, 51, 753, 66]
column-rule: [400, 237, 401, 1709]
fatria-headline-line-2: ΠΡΟ ΤΟΥ ΚΙΝΔΥΝΟΥ ΑΜΕΣΟΥ ΔΙΑΛΥΣΕΩΣ: [230, 1905, 572, 1923]
continuation-label: ΣΥΝΕΧΕΙΑ: [1504, 948, 1566, 961]
table-caption: ΕΙΣ ΤΑΣ ΑΘΗΝΑΣ: [52, 977, 159, 990]
price-row: [14, 848, 198, 862]
story-heading: ΟΙ ΔΟΛΟΦΟΝΟΙ: [56, 258, 155, 272]
column-rule: [1185, 1343, 1186, 2311]
column-2: ΣΥΝΕΧΕΙΑ τὸ γεγονὸς ὅτι τὸ ἄρθρον ἐγράφη ὅταν δὲν ὑπῆρχε ἀκόμη ἡ ὑπόθεσις. ΠΡΟΕΔΡΟΣ: Ἀκούσατε ἀπὸ τὴν ἀρχὴν τῶν ἀποσάσεων. Ἀποστρατεύεται Εἰς τὸ σημεῖον αὐτό, ἀναφέρει τὸ ἄρθρον ὅτι ὁ κ. Λοχαγὸς θὰ ἀποστρατευθῇ. ΚΑΤΣΑΡΗΣ: Κύριε πρόεδρε, ἐπιτρέψατέ μου νὰ ὑπενθυμίσω ὅτι ἡ διαδικασία δὲν ἐπιτρέπει τοιαύτας ἐρωτήσεις. ΠΑΠΑΗΛΙΑΣ: Ὅταν ἔγινε ἡ ἀνάκρισις, ὁ μάρτυς ἐδήλωσεν ὅτι δὲν εἶχε γνῶσιν τῶν στοιχείων. ΕΙΣΗΓΗΤΗΣ: Τὸ σχέδιον ἦτο γνωστὸν εἰς τοὺς ἀξιωματικοὺς τῆς μονάδος. ΠΡΟΕΔΡΟΣ: Ἐλέχθη ὅτι ὑπῆρχε ἀπόφασις ἀπὸ τὸ ὑπουργεῖον. ΜΑΡΤΥΣ: Δὲν ἐγνώριζα τίποτε διὰ τὴν ἀπόφασιν αὐτήν, οὔτε ἐνημερώθην ἐγγράφως ἐκ μέρους τῶν προϊσταμένων. ΣΥΝΗΓΟΡΟΣ: Πότε ἐλάβατε γνῶσιν τοῦ σχεδίου; ΜΑΡΤΥΣ: Ἐνωρὶς τὸν Ἰούνιον. Εἶχα ἐνημερώσει τὸν διοικητὴν καὶ ἐκεῖνος μοῦ εἶπε νὰ μὴ ὁμιλήσω εἰς κανένα. ΧΟΥΒΑΡΔΑΣ: Ἡ κατάθεσις αὐτὴ δὲν συμφωνεῖ μὲ ὅσα εἶπε προηγουμένως ὁ μάρτυς. ΠΡΟΕΔΡΟΣ: Τὸ δικαστήριον θὰ κρίνῃ. ΠΡΟΕΔΡΟΣ: Τι ἔγινε ὅταν ἐπεσκέφθητε τὸν ὑπουργόν; ΜΑΡΤΥΣ: Ὁ ὑπουργὸς μοῦ εἶπε ὅτι θὰ ἐξετάσῃ τὸ ζήτημα καὶ θὰ μὲ καλέσῃ ἐκ νέου. Οὐδὲν ἔπραξε ΠΡΟΕΔΡΟΣ: Ἔκαμε ὁ Δαφβουδάκης τίποτε ἄλλο; ΜΑΡΤΥΣ: Οὐδὲν ἔπραξε, κύριε πρόεδρε. Περιωρίσθη εἰς τὴν ἐκτέλεσιν τῶν διαταγῶν ποὺ τοῦ ἐδόθησαν. ΠΡΟΕΔΡΟΣ: Δηλαδὴ δὲν ἔλαβε μέτρα; ΜΑΡΤΥΣ: Δὲν ἔλαβε. Ἀνέμενε ὁδηγίας. ΣΥΝΗΓΟΡΟΣ: Ἐζήτησε γραπτῶς τὴν μεταφορὰν τῆς μονάδος; ΜΑΡΤΥΣ: Ὄχι. ΠΡΟΕΔΡΟΣ: Ποῖος ἦτο ὁ ρόλος τοῦ ΚΥΠ; ΜΑΡΤΥΣ: Τὸ ΚΥΠ ἐπέβλεπε τὴν ὅλην ὑπόθεσιν καὶ εἶχε ἀναλάβει τὴν εὐθύνην τῆς ἀσφαλείας. Ἔκαμεν ὑποδείξεις ΜΑΡΤΥΣ: Ὄχι, εἰς ὑποδείξεις, ἀλλὰ ἐν γνώσει τοῦ ὑπουργοῦ. ΠΡΟΕΔΡΟΣ: Ἐὰν ὑπῆρχε ὑπόδειξις, διατί δὲν ἐνημερώθη τὸ ἐπιτελεῖον; ΜΑΡΤΥΣ: Ἔκαμεν ὑποδείξεις τὸ ΚΥΠ.: [207, 241, 395, 1084]
story-heading: ΚΑΤΕΔΙΚΑΣΘΗ ΔΙΑ ΚΑΤΟΧΗΝ ΟΠΛΟΥ: [27, 1547, 185, 1576]
story-heading: ΟΙ ΔΥΟ ΥΙΟΙ: [118, 298, 193, 312]
story-heading: ΜΙΚΡΑΙ ΕΙΔΗΣΕΙΣ ΤΗΣ ΠΟΛΕΩΣ: [44, 1750, 167, 1780]
story-heading: ΝΕΑ ΔΙΑΒΗΜΑΤΑ ΔΙΑ ΤΗΝ ΑΝΕΓΕΡΣΙΝ ΕΡΓΑΤΙΚΩΝ ΚΑΤΟΙΚΙΩΝ ΕΙΣ ΚΑΒΑΛΑΝ ΚΑΙ ΒΟΛΟΝ: [14, 590, 198, 649]
right-subtitle-line-2: ἐντὸς τῶν ἐκ τοῦ Συντάγματος προθεσμιῶν: [870, 162, 1496, 192]
column-rule: [1380, 237, 1381, 2311]
fatria-headline: [207, 1882, 594, 1931]
story-heading: Η ΕΔΑ ΟΡΓΑΝΩΝΕΙ ΣΥΓΚΕΝΤΡΩΣΙΝ ΕΙΣ ΤΗΝ ΚΑΒΑΛΑΝ: [39, 1052, 173, 1096]
right-subtitle-line-1: Ἐφ᾿ ὅσον ἡ κυβέρνησις προσῆλθεν εἰς τὴν βουλὴν: [825, 133, 1541, 163]
tzonson-headline: [207, 1714, 594, 1773]
coin-price: 241.00: [167, 863, 198, 875]
story-heading: Η ΕΙΣΟΔΟΣ ΕΙΣ ΕΛΛΑΔΑ ΠΟΛΙΤΙΚΩΝ ΠΡΟΣΦΥΓΩΝ: [608, 1266, 786, 1296]
story-heading: ΕΤΡΑΥΜΑΤΙΣΕΝ ΑΚΟΥΣΙΩΣ ΔΩΔΕΚΑΕΤΙΑ ΔΙ' ΑΕΡΟΒΟΛΟΥ ΟΠΛΟΥ: [612, 692, 782, 752]
fatria-headline-line-1: ΣΥΝΕΦΩΝΗΣΑΝ ΑΙ ΦΑΤΡΙΑΙ ΤΩΝ ΑΠΟΣΤΑΤΩΝ: [215, 1887, 587, 1905]
section-heading: Οὐδὲν ἔπραξε: [227, 754, 375, 775]
price-row: [14, 945, 198, 959]
story-heading: Η ΕΚΦΟΡΤΩΣΙΣ ΕΥΦΛΕΚΤΩΝ ΥΛΩΝ ΕΙΣ ΤΟΝ ΠΕΙΡΑΙΑ: [630, 817, 764, 861]
coin-price: 231.00: [167, 905, 198, 917]
fatria-story: ΣΥΝΕΧΕΙΑ τῆς 1ης σελίδος. Αἱ φατρίαι τῶν ἀποστατῶν, ὑπὸ τὸν φόβον τῆς ἀμέσου διαλύσεως τῆς Βουλῆς, συνεφώνησαν ὅπως ὑποστηρίξουν τὴν κυβέρνησιν εἰς τὴν ψηφοφορίαν ἐμπιστοσύνης. Κατὰ τὰς πληροφορίας, ὁ πρωθυπουργὸς συνηντήθη χθὲς μὲ τοὺς ἀρχηγοὺς τῶν ὁμάδων καὶ ἐξέθεσε τὰς προθέσεις του σχετικῶς μὲ τὴν ἀνασύνθεσιν τοῦ ὑπουργικοῦ συμβουλίου. Εἰς τὰς συζητήσεις ἔλαβον μέρος οἱ κ.κ. Στεφανόπουλος, Νόβας καὶ Τσιριμῶκος, οἱ ὁποῖοι συνεφώνησαν ὅτι πρέπει πάσῃ θυσίᾳ νὰ ἀποφευχθῇ ἡ προσφυγὴ εἰς ἐκλογάς. Ἡ ΦΙΔΗΚ ἀνεκοίνωσεν ὅτι θὰ ὑποστηρίξῃ τὴν κυβέρνησιν μόνον ἐὰν ἐκπληρωθοῦν ὡρισμένοι ὅροι, μεταξὺ τῶν ὁποίων ἡ ταχεῖα ψήφισις τοῦ ἐκλογικοῦ νόμου. Ἐξ ἄλλου, ὁ κ. Κανελλόπουλος δηλώνει ὅτι ἡ ΕΡΕ θὰ ἀκολουθήσῃ τὴν ἰδίαν τακτικήν, ἀναμένουσα τὰς προγραμματικὰς δηλώσεις τοῦ πρωθυπουργοῦ. Αἱ συνομιλίαι συνεχίζονται καὶ ἀναμένεται ὅτι ἐντὸς τῆς ἑβδομάδος θὰ ληφθοῦν αἱ τελικαὶ ἀποφάσεις διὰ τὴν σύνθεσιν τῆς νέας κυβερνήσεως.: [207, 1934, 594, 2163]
